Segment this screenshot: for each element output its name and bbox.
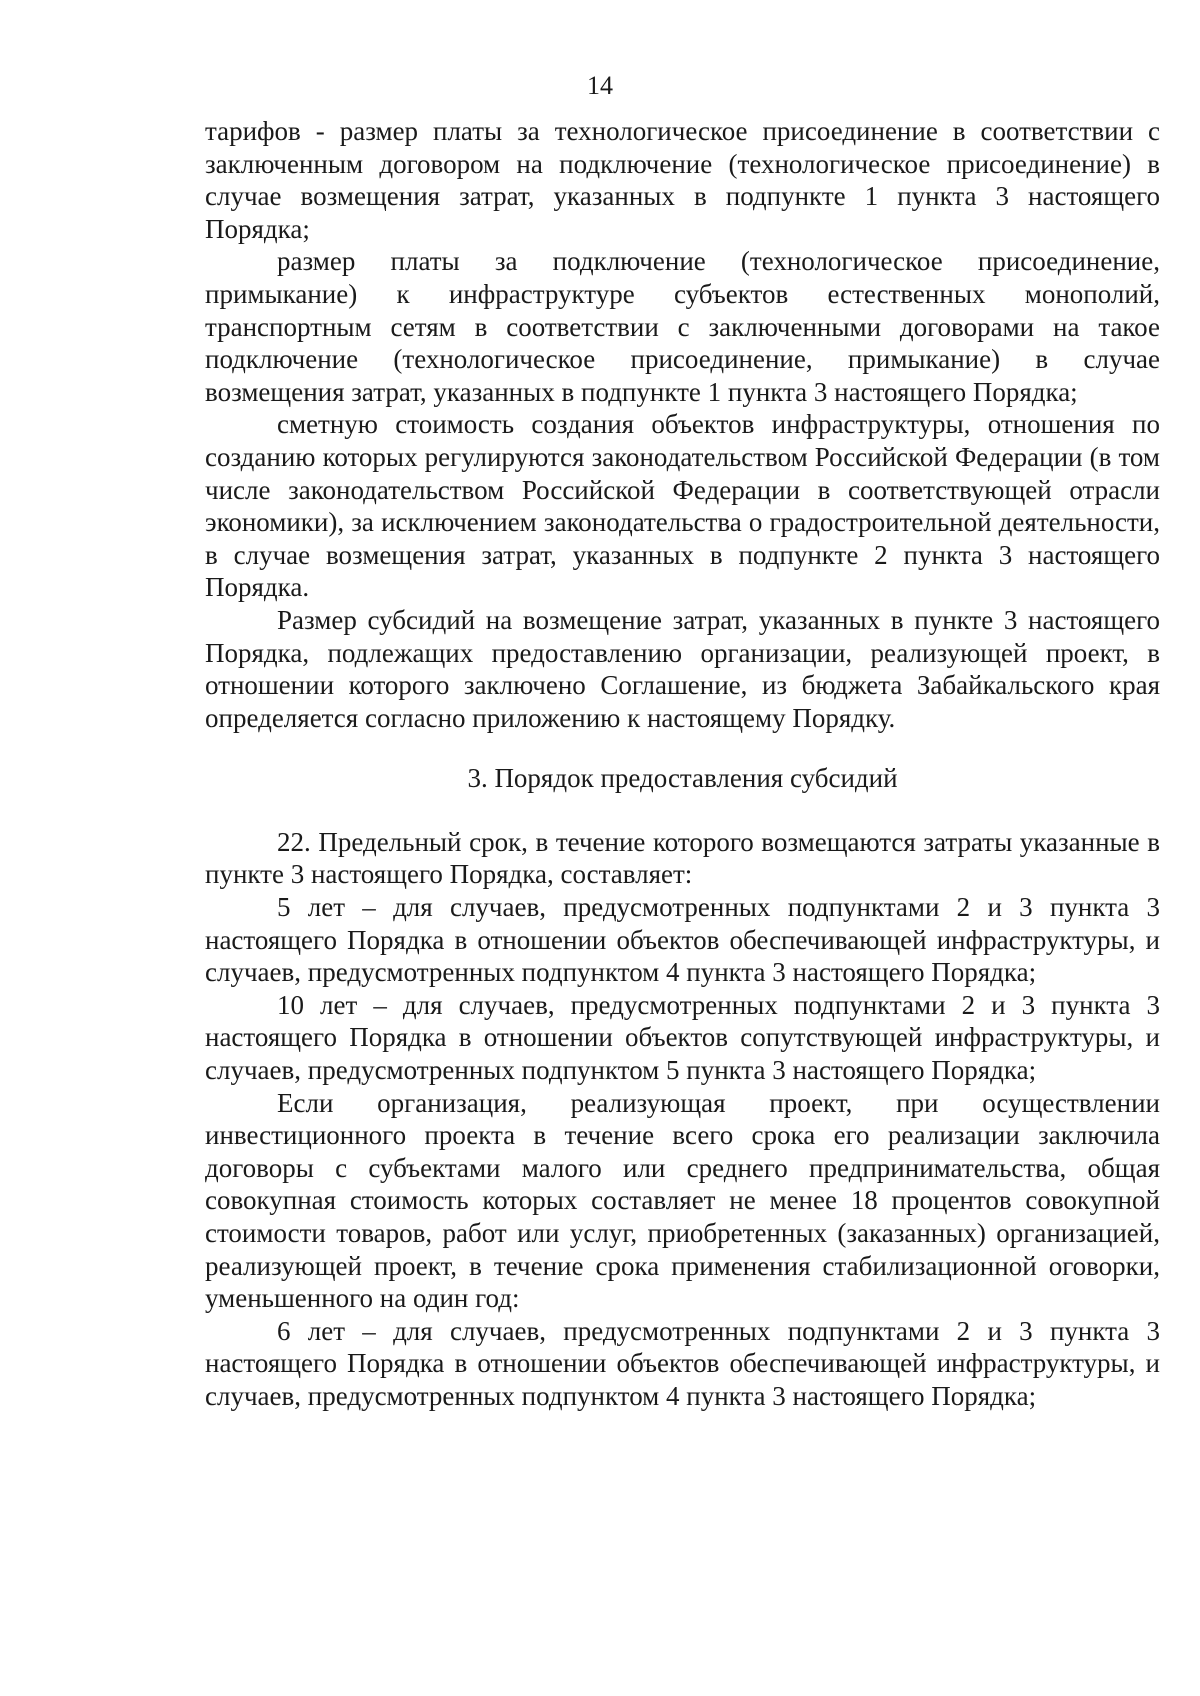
document-body [205,115,1160,1413]
paragraph-sme-condition: Если организация, реализующая проект, при осуществлении инвестиционного проекта в течение всего срока его реализации заключила договоры с субъектами малого или среднего предпринимательства, общая совокупная стоимость которых составляет не менее 18 процентов совокупной стоимости товаров, работ или услуг, приобретенных (заказанных) организацией, реализующей проект, в течение срока применения стабилизационной оговорки, уменьшенного на один год: [205,1087,1160,1314]
section-title: 3. Порядок предоставления субсидий [467,763,898,794]
paragraph-10-years: 10 лет – для случаев, предусмотренных подпунктами 2 и 3 пункта 3 настоящего Порядка в отношении объектов сопутствующей инфраструктуры, и случаев, предусмотренных подпунктом 5 пункта 3 настоящего Порядка; [205,989,1160,1086]
paragraph-estimated-cost: сметную стоимость создания объектов инфраструктуры, отношения по созданию которых регулируются законодательством Российской Федерации (в том числе законодательством Российской Федерации в соответствующей отрасли экономики), за исключением законодательства о градостроительной деятельности, в случае возмещения затрат, указанных в подпункте 2 пункта 3 настоящего Порядка. [205,409,1160,603]
page-number: 14 [587,71,613,100]
paragraph-22-deadline: 22. Предельный срок, в течение которого возмещаются затраты указанные в пункте 3 настоящего Порядка, составляет: [205,826,1160,890]
paragraph-tariffs: тарифов - размер платы за технологическое присоединение в соответствии с заключенным договором на подключение (технологическое присоединение) в случае возмещения затрат, указанных в подпункте 1 пункта 3 настоящего Порядка; [205,116,1160,244]
paragraph-connection-fee: размер платы за подключение (технологическое присоединение, примыкание) к инфраструктуре субъектов естественных монополий, транспортным сетям в соответствии с заключенными договорами на такое подключение (технологическое присоединение, примыкание) в случае возмещения затрат, указанных в подпункте 1 пункта 3 настоящего Порядка; [205,246,1160,407]
paragraph-5-years: 5 лет – для случаев, предусмотренных подпунктами 2 и 3 пункта 3 настоящего Порядка в отношении объектов обеспечивающей инфраструктуры, и случаев, предусмотренных подпунктом 4 пункта 3 настоящего Порядка; [205,892,1160,988]
paragraph-subsidy-amount: Размер субсидий на возмещение затрат, указанных в пункте 3 настоящего Порядка, подлежащих предоставлению организации, реализующей проект, в отношении которого заключено Соглашение, из бюджета Забайкальского края определяется согласно приложению к настоящему Порядку. [205,604,1160,733]
paragraph-6-years: 6 лет – для случаев, предусмотренных подпунктами 2 и 3 пункта 3 настоящего Порядка в отношении объектов обеспечивающей инфраструктуры, и случаев, предусмотренных подпунктом 4 пункта 3 настоящего Порядка; [205,1315,1160,1411]
